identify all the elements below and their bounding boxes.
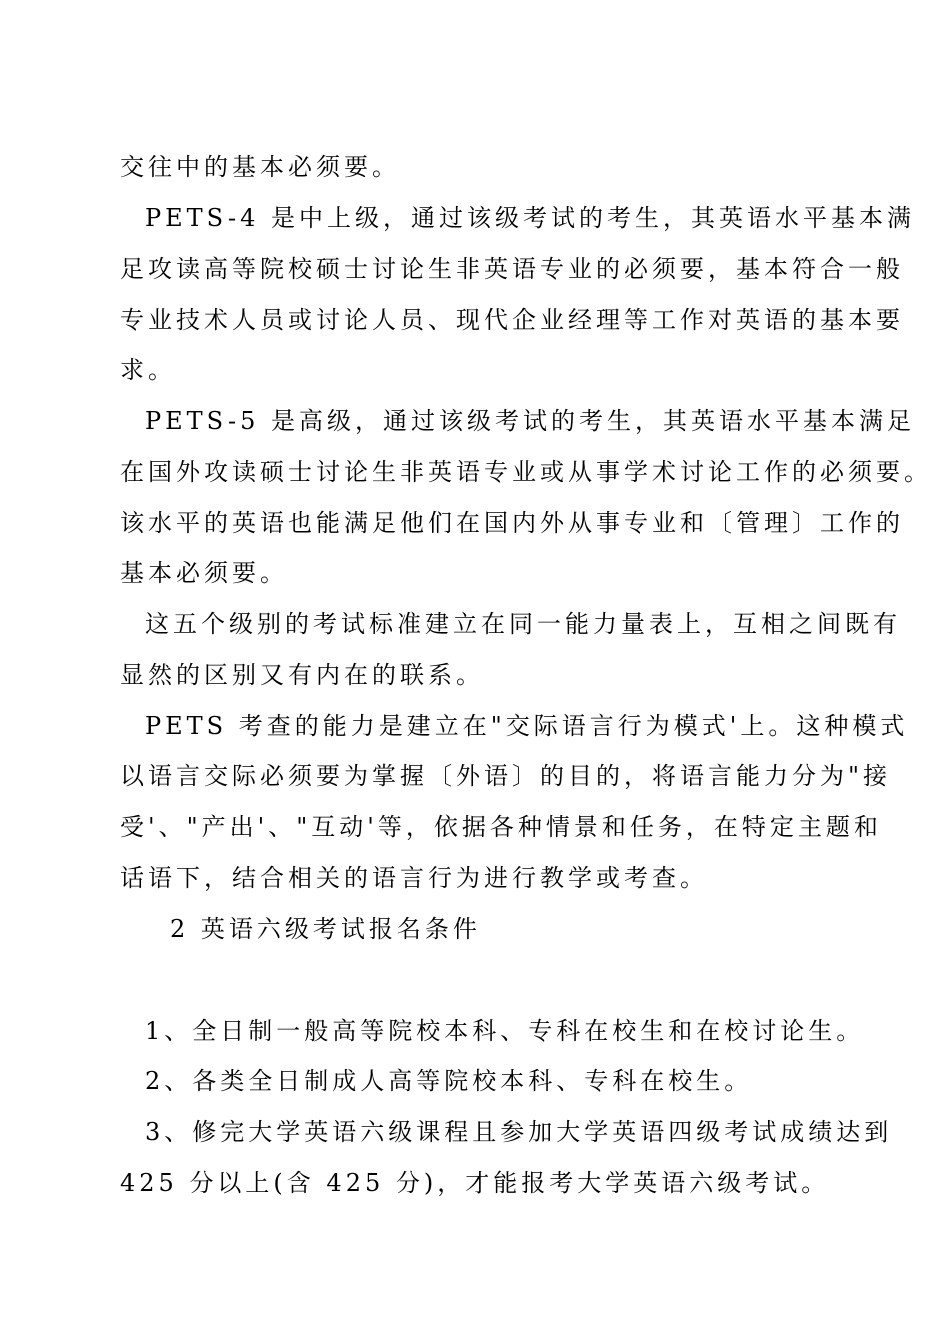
list-item: 1、全日制一般高等院校本科、专科在校生和在校讨论生。 [145,1017,865,1045]
text-line: 足攻读高等院校硕士讨论生非英语专业的必须要，基本符合一般 [120,255,904,283]
text-line: 话语下，结合相关的语言行为进行教学或考查。 [120,864,708,892]
text-line: 基本必须要。 [120,559,288,587]
text-line: 求。 [120,356,176,384]
text-line: 受'、"产出'、"互动'等，依据各种情景和任务，在特定主题和 [120,813,882,841]
text-line: PETS-5 是高级，通过该级考试的考生，其英语水平基本满足 [145,407,916,435]
text-line: 交往中的基本必须要。 [120,153,400,181]
list-item: 2、各类全日制成人高等院校本科、专科在校生。 [145,1067,753,1095]
text-line: 该水平的英语也能满足他们在国内外从事专业和〔管理〕工作的 [120,509,904,537]
section-heading: 2 英语六级考试报名条件 [170,915,481,943]
text-line: 显然的区别又有内在的联系。 [120,661,484,689]
text-line: 425 分以上(含 425 分)，才能报考大学英语六级考试。 [120,1169,830,1197]
list-item: 3、修完大学英语六级课程且参加大学英语四级考试成绩达到 [145,1118,893,1146]
text-line: PETS-4 是中上级，通过该级考试的考生，其英语水平基本满 [145,204,916,232]
text-line: 专业技术人员或讨论人员、现代企业经理等工作对英语的基本要 [120,306,904,334]
text-line: 以语言交际必须要为掌握〔外语〕的目的，将语言能力分为"接 [120,762,892,790]
text-line: 在国外攻读硕士讨论生非英语专业或从事学术讨论工作的必须要。 [120,458,932,486]
text-line: PETS 考查的能力是建立在"交际语言行为模式'上。这种模式 [145,712,909,740]
text-line: 这五个级别的考试标准建立在同一能力量表上，互相之间既有 [145,610,901,638]
